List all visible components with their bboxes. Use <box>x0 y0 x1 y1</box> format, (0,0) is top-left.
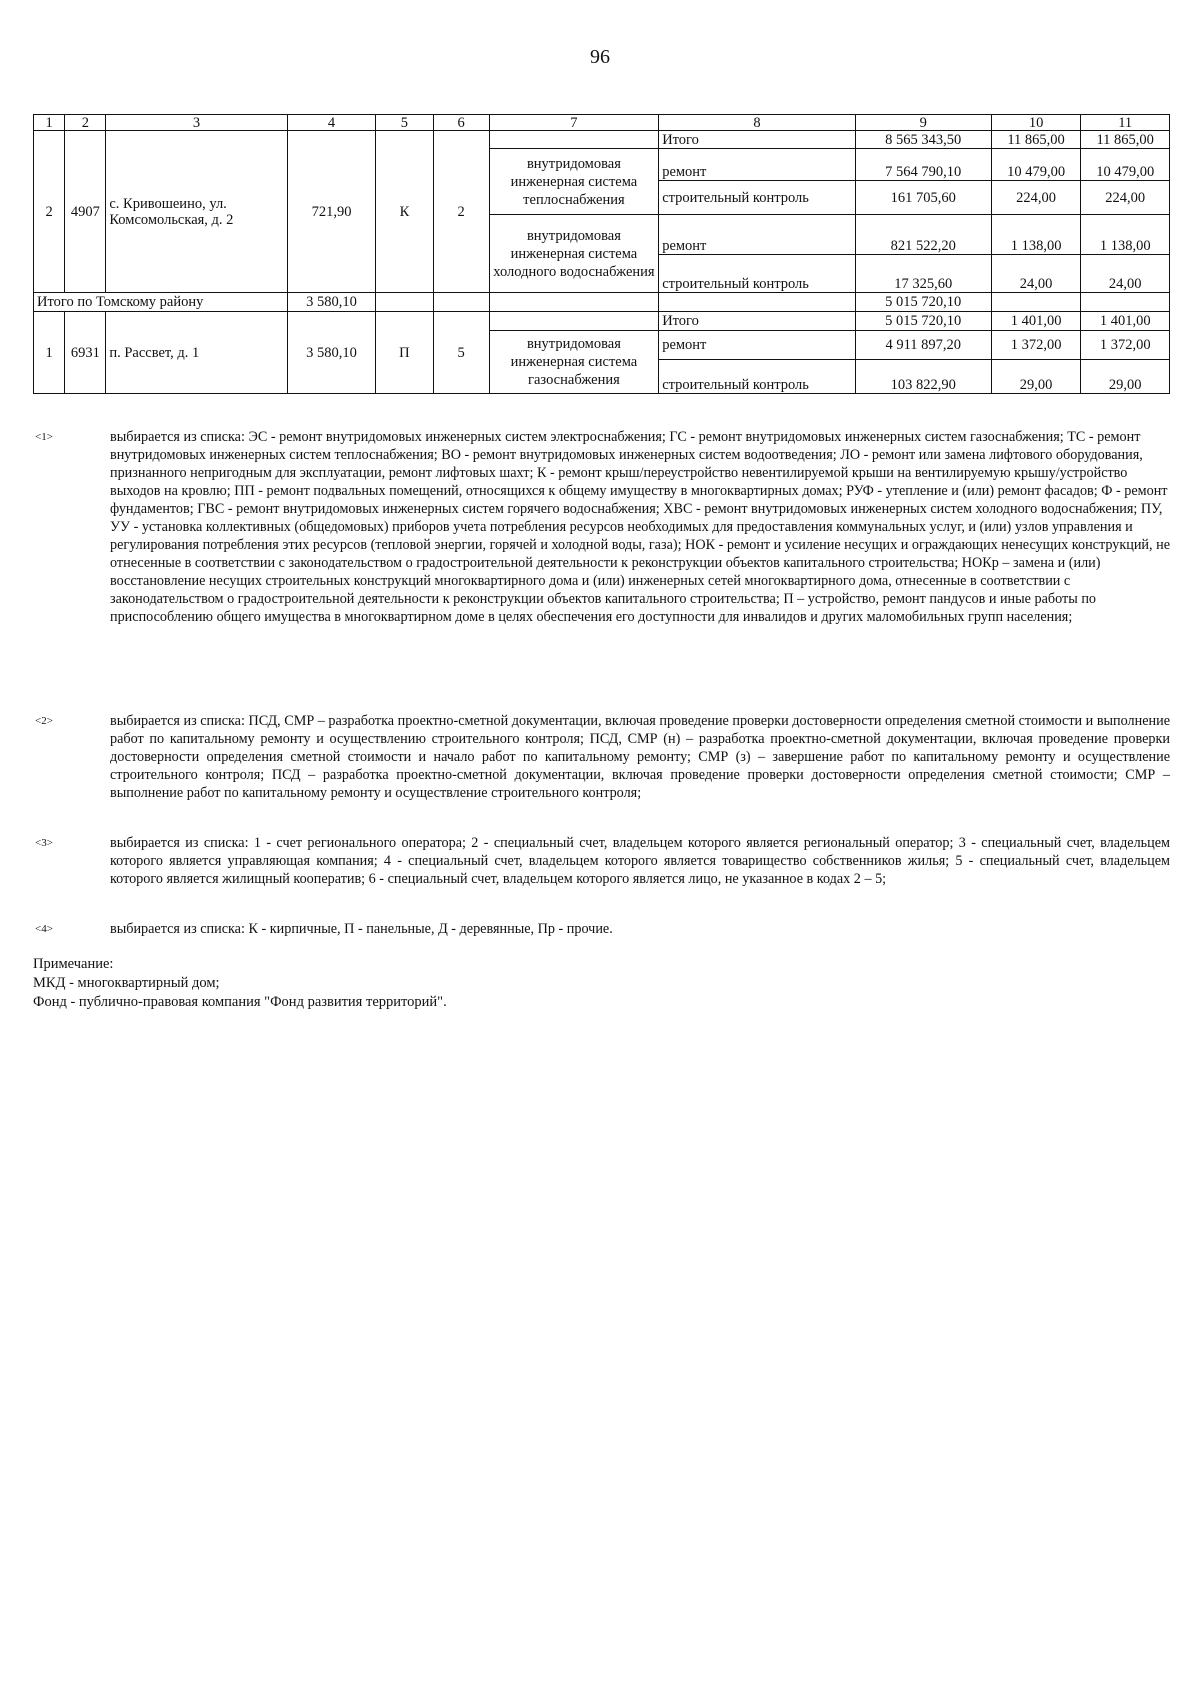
header-cell: 8 <box>659 115 856 131</box>
page-number: 96 <box>590 46 610 68</box>
remark-line: Фонд - публично-правовая компания "Фонд развития территорий". <box>33 994 447 1010</box>
house-code: 4907 <box>65 131 106 293</box>
cost-per-sqm: 224,00 <box>991 181 1081 215</box>
cost-value: 8 565 343,50 <box>855 131 991 149</box>
header-cell: 1 <box>34 115 65 131</box>
cost-value: 103 822,90 <box>855 360 991 394</box>
engineering-system: внутридомовая инженерная система холодного водоснабжения <box>489 215 659 293</box>
footnote-text: выбирается из списка: ЭС - ремонт внутридомовых инженерных систем электроснабжения; ГС - ремонт внутридомовых инженерных систем газоснабжения; ТС - ремонт внутридомовых инженерных систем теплоснабжения; ВО - ремонт внутридомовых инженерных систем водоотведения; ЛО - ремонт или замена лифтового оборудования, признанного непригодным для эксплуатации, ремонт лифтовых шахт; К - ремонт крыш/переустройство невентилируемой крыши на вентилируемую крышу/устройство выходов на кровлю; ПП - ремонт подвальных помещений, относящихся к общему имуществу в многоквартирных домах; РУФ - утепление и (или) ремонт фасадов; Ф - ремонт фундаментов; ГВС - ремонт внутридомовых инженерных систем горячего водоснабжения; ХВС - ремонт внутридомовых инженерных систем холодного водоснабжения; ПУ, УУ - установка коллективных (общедомовых) приборов учета потребления ресурсов необходимых для предоставления коммунальных услуг, и (или) узлов управления и регулирования потребления этих ресурсов (тепловой энергии, горячей и холодной воды, газа); НОК - ремонт и усиление несущих и ограждающих ненесущих конструкций, не отнесенные в соответствии с законодательством о градостроительной деятельности к реконструкции объектов капитального строительства; НОКр – замена и (или) восстановление несущих строительных конструкций многоквартирного дома и (или) инженерных сетей многоквартирного дома, отнесенные в соответствии с законодательством о градостроительной деятельности к реконструкции объектов капитального строительства; П – устройство, ремонт пандусов и иные работы по приспособлению общего имущества в многоквартирном доме в целях обеспечения его доступности для инвалидов и других маломобильных групп населения; <box>110 429 1170 625</box>
wall-material: К <box>376 131 433 293</box>
footnote-text: выбирается из списка: 1 - счет регионального оператора; 2 - специальный счет, владельцем которого является региональный оператор; 3 - специальный счет, владельцем которого является управляющая компания; 4 - специальный счет, владельцем которого является товарищество собственников жилья; 5 - специальный счет, владельцем которого является жилищный кооператив; 6 - специальный счет, владельцем которого является лицо, не указанное в кодах 2 – 5; <box>110 835 1170 887</box>
floor-count: 2 <box>433 131 489 293</box>
header-cell: 11 <box>1081 115 1170 131</box>
header-cell: 3 <box>106 115 287 131</box>
limit-cost: 10 479,00 <box>1081 149 1170 181</box>
cost-per-sqm: 1 372,00 <box>991 331 1081 360</box>
header-cell: 6 <box>433 115 489 131</box>
remark <box>33 955 447 1012</box>
empty-cell <box>433 293 489 312</box>
header-cell: 4 <box>287 115 376 131</box>
work-type: ремонт <box>659 215 856 255</box>
cost-per-sqm: 10 479,00 <box>991 149 1081 181</box>
remark-title: Примечание: <box>33 956 114 972</box>
capital-repair-table <box>33 114 1170 394</box>
footnote-mark: <2> <box>35 715 53 727</box>
house-area: 721,90 <box>287 131 376 293</box>
cost-value: 821 522,20 <box>855 215 991 255</box>
house-area: 3 580,10 <box>287 312 376 394</box>
cost-per-sqm: 29,00 <box>991 360 1081 394</box>
empty-cell <box>991 293 1081 312</box>
district-total-cost: 5 015 720,10 <box>855 293 991 312</box>
row-number: 2 <box>34 131 65 293</box>
engineering-system: внутридомовая инженерная система теплоснабжения <box>489 149 659 215</box>
total-label: Итого <box>659 131 856 149</box>
limit-cost: 1 401,00 <box>1081 312 1170 331</box>
header-cell: 2 <box>65 115 106 131</box>
header-cell: 5 <box>376 115 433 131</box>
limit-cost: 1 138,00 <box>1081 215 1170 255</box>
cost-value: 4 911 897,20 <box>855 331 991 360</box>
cost-value: 161 705,60 <box>855 181 991 215</box>
engineering-system: внутридомовая инженерная система газоснабжения <box>489 331 659 394</box>
footnote-text: выбирается из списка: ПСД, СМР – разработка проектно-сметной документации, включая проведение проверки достоверности определения сметной стоимости и выполнение работ по капитальному ремонту и осуществлению строительного контроля; ПСД, СМР (н) – разработка проектно-сметной документации, включая проведение проверки достоверности определения сметной стоимости и начало работ по капитальному ремонту; СМР (з) – завершение работ по капитальному ремонту и осуществление строительного контроля; ПСД – разработка проектно-сметной документации, включая проведение проверки достоверности определения сметной стоимости; СМР – выполнение работ по капитальному ремонту и осуществление строительного контроля; <box>110 713 1170 801</box>
empty-cell <box>489 131 659 149</box>
empty-cell <box>1081 293 1170 312</box>
footnote-text: выбирается из списка: К - кирпичные, П - панельные, Д - деревянные, Пр - прочие. <box>110 921 613 937</box>
floor-count: 5 <box>433 312 489 394</box>
footnote-mark: <1> <box>35 431 53 443</box>
cost-value: 5 015 720,10 <box>855 312 991 331</box>
header-cell: 10 <box>991 115 1081 131</box>
cost-per-sqm: 24,00 <box>991 255 1081 293</box>
district-total-row <box>34 293 1170 312</box>
wall-material: П <box>376 312 433 394</box>
work-type: строительный контроль <box>659 181 856 215</box>
work-type: строительный контроль <box>659 360 856 394</box>
empty-cell <box>376 293 433 312</box>
limit-cost: 29,00 <box>1081 360 1170 394</box>
header-row <box>34 115 1170 131</box>
footnote <box>33 834 1170 888</box>
table-row <box>34 312 1170 331</box>
total-label: Итого <box>659 312 856 331</box>
footnote <box>33 428 1170 626</box>
cost-value: 17 325,60 <box>855 255 991 293</box>
work-type: ремонт <box>659 331 856 360</box>
footnote <box>33 712 1170 802</box>
empty-cell <box>489 312 659 331</box>
limit-cost: 224,00 <box>1081 181 1170 215</box>
empty-cell <box>489 293 659 312</box>
cost-per-sqm: 1 138,00 <box>991 215 1081 255</box>
district-total-area: 3 580,10 <box>287 293 376 312</box>
cost-per-sqm: 1 401,00 <box>991 312 1081 331</box>
limit-cost: 24,00 <box>1081 255 1170 293</box>
row-number: 1 <box>34 312 65 394</box>
cost-per-sqm: 11 865,00 <box>991 131 1081 149</box>
house-address: с. Кривошеино, ул. Комсомольская, д. 2 <box>106 131 287 293</box>
cost-value: 7 564 790,10 <box>855 149 991 181</box>
footnote <box>33 920 1170 938</box>
footnote-mark: <3> <box>35 837 53 849</box>
work-type: ремонт <box>659 149 856 181</box>
empty-cell <box>659 293 856 312</box>
table-row <box>34 131 1170 149</box>
house-address: п. Рассвет, д. 1 <box>106 312 287 394</box>
remark-line: МКД - многоквартирный дом; <box>33 975 220 991</box>
header-cell: 7 <box>489 115 659 131</box>
footnote-mark: <4> <box>35 923 53 935</box>
work-type: строительный контроль <box>659 255 856 293</box>
district-total-label: Итого по Томскому району <box>34 293 288 312</box>
header-cell: 9 <box>855 115 991 131</box>
limit-cost: 1 372,00 <box>1081 331 1170 360</box>
limit-cost: 11 865,00 <box>1081 131 1170 149</box>
house-code: 6931 <box>65 312 106 394</box>
